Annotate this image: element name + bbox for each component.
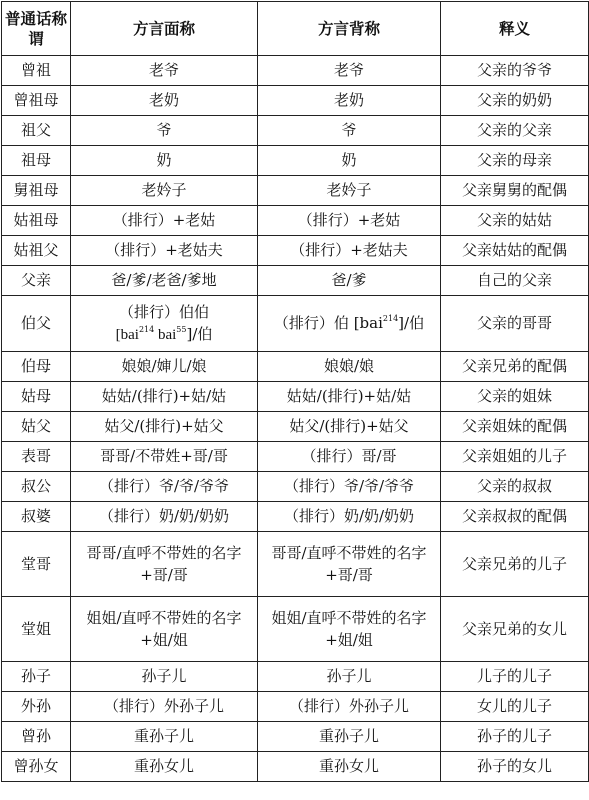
cell-term: 祖父 (2, 116, 71, 146)
cell-face: 老爷 (71, 56, 258, 86)
cell-back: 老爷 (258, 56, 441, 86)
cell-face: 奶 (71, 146, 258, 176)
pinyin-part: ]/伯 (398, 314, 425, 332)
cell-face: 哥哥/不带姓+哥/哥 (71, 442, 258, 472)
cell-face: 爷 (71, 116, 258, 146)
cell-term: 表哥 (2, 442, 71, 472)
cell-term: 叔婆 (2, 502, 71, 532)
cell-meaning: 自己的父亲 (441, 266, 589, 296)
cell-meaning: 父亲叔叔的配偶 (441, 502, 589, 532)
cell-back: （排行）+老姑夫 (258, 236, 441, 266)
tone-number: 214 (138, 325, 155, 334)
cell-meaning: 父亲的奶奶 (441, 86, 589, 116)
cell-face: 哥哥/直呼不带姓的名字+哥/哥 (71, 532, 258, 597)
table-row (2, 86, 589, 116)
cell-meaning: 父亲兄弟的女儿 (441, 597, 589, 662)
cell-meaning: 父亲的叔叔 (441, 472, 589, 502)
pinyin-part: [bai (115, 327, 139, 343)
table-row (2, 206, 589, 236)
cell-face: （排行）+老姑夫 (71, 236, 258, 266)
cell-back (258, 296, 441, 352)
tone-number: 55 (176, 325, 187, 334)
cell-face: 姐姐/直呼不带姓的名字+姐/姐 (71, 597, 258, 662)
cell-face: 姑父/(排行)+姑父 (71, 412, 258, 442)
table-row (2, 692, 589, 722)
cell-term: 姑父 (2, 412, 71, 442)
cell-back: 姑父/(排行)+姑父 (258, 412, 441, 442)
tone-number: 214 (382, 314, 399, 323)
cell-back: 爸/爹 (258, 266, 441, 296)
table-row (2, 722, 589, 752)
cell-term: 叔公 (2, 472, 71, 502)
cell-back: 孙子儿 (258, 662, 441, 692)
cell-face: 重孙子儿 (71, 722, 258, 752)
cell-face-line1: （排行）伯伯 (118, 303, 209, 321)
cell-face: （排行）奶/奶/奶奶 (71, 502, 258, 532)
table-row (2, 236, 589, 266)
header-row (2, 2, 589, 56)
header-meaning: 释义 (441, 2, 589, 56)
table-row (2, 752, 589, 782)
table-row (2, 472, 589, 502)
cell-term: 堂哥 (2, 532, 71, 597)
cell-back: 重孙女儿 (258, 752, 441, 782)
cell-face: 孙子儿 (71, 662, 258, 692)
cell-meaning: 父亲的哥哥 (441, 296, 589, 352)
cell-back: 爷 (258, 116, 441, 146)
cell-meaning: 父亲的父亲 (441, 116, 589, 146)
cell-term: 伯父 (2, 296, 71, 352)
cell-meaning: 父亲的母亲 (441, 146, 589, 176)
cell-meaning: 父亲的姐妹 (441, 382, 589, 412)
cell-term: 外孙 (2, 692, 71, 722)
pinyin-part: bai (154, 327, 177, 343)
cell-back: 哥哥/直呼不带姓的名字+哥/哥 (258, 532, 441, 597)
pinyin-part: （排行）伯 [bai (273, 314, 383, 332)
cell-back: 姑姑/(排行)+姑/姑 (258, 382, 441, 412)
cell-face (71, 296, 258, 352)
cell-term: 曾祖母 (2, 86, 71, 116)
cell-back: 老奶 (258, 86, 441, 116)
cell-term: 伯母 (2, 352, 71, 382)
cell-face: （排行）外孙子儿 (71, 692, 258, 722)
cell-back: 老妗子 (258, 176, 441, 206)
pinyin-part: ]/伯 (186, 325, 213, 343)
cell-term: 曾孙 (2, 722, 71, 752)
cell-term: 堂姐 (2, 597, 71, 662)
table-row (2, 176, 589, 206)
cell-face: 重孙女儿 (71, 752, 258, 782)
cell-meaning: 父亲兄弟的儿子 (441, 532, 589, 597)
header-dialect-back: 方言背称 (258, 2, 441, 56)
cell-term: 曾孙女 (2, 752, 71, 782)
table-row (2, 266, 589, 296)
cell-term: 祖母 (2, 146, 71, 176)
cell-back: （排行）外孙子儿 (258, 692, 441, 722)
cell-term: 姑母 (2, 382, 71, 412)
table-row (2, 116, 589, 146)
table-row (2, 412, 589, 442)
table-row (2, 382, 589, 412)
cell-term: 孙子 (2, 662, 71, 692)
kinship-terms-table (1, 1, 589, 782)
cell-meaning: 父亲的爷爷 (441, 56, 589, 86)
cell-term: 曾祖 (2, 56, 71, 86)
cell-meaning: 父亲姐姐的儿子 (441, 442, 589, 472)
header-mandarin-term: 普通话称谓 (2, 2, 71, 56)
table-row (2, 56, 589, 86)
table-row (2, 352, 589, 382)
cell-face: 娘娘/婶儿/娘 (71, 352, 258, 382)
table-row (2, 296, 589, 352)
table-row (2, 532, 589, 597)
header-dialect-face: 方言面称 (71, 2, 258, 56)
cell-meaning: 父亲兄弟的配偶 (441, 352, 589, 382)
cell-face: 老妗子 (71, 176, 258, 206)
cell-back: 娘娘/娘 (258, 352, 441, 382)
cell-meaning: 父亲的姑姑 (441, 206, 589, 236)
cell-meaning: 女儿的儿子 (441, 692, 589, 722)
cell-meaning: 父亲姐妹的配偶 (441, 412, 589, 442)
cell-back: （排行）哥/哥 (258, 442, 441, 472)
cell-face: （排行）+老姑 (71, 206, 258, 236)
table-row (2, 597, 589, 662)
cell-face: 老奶 (71, 86, 258, 116)
cell-meaning: 儿子的儿子 (441, 662, 589, 692)
cell-meaning: 父亲舅舅的配偶 (441, 176, 589, 206)
cell-term: 姑祖父 (2, 236, 71, 266)
table-row (2, 442, 589, 472)
cell-face: （排行）爷/爷/爷爷 (71, 472, 258, 502)
cell-term: 舅祖母 (2, 176, 71, 206)
cell-meaning: 父亲姑姑的配偶 (441, 236, 589, 266)
cell-term: 姑祖母 (2, 206, 71, 236)
cell-back: （排行）+老姑 (258, 206, 441, 236)
table-row (2, 146, 589, 176)
table-row (2, 662, 589, 692)
cell-meaning: 孙子的女儿 (441, 752, 589, 782)
cell-back: 姐姐/直呼不带姓的名字+姐/姐 (258, 597, 441, 662)
cell-term: 父亲 (2, 266, 71, 296)
cell-back: 奶 (258, 146, 441, 176)
table-row (2, 502, 589, 532)
cell-back: （排行）奶/奶/奶奶 (258, 502, 441, 532)
cell-face: 爸/爹/老爸/爹地 (71, 266, 258, 296)
cell-face: 姑姑/(排行)+姑/姑 (71, 382, 258, 412)
cell-back: （排行）爷/爷/爷爷 (258, 472, 441, 502)
cell-meaning: 孙子的儿子 (441, 722, 589, 752)
cell-back: 重孙子儿 (258, 722, 441, 752)
